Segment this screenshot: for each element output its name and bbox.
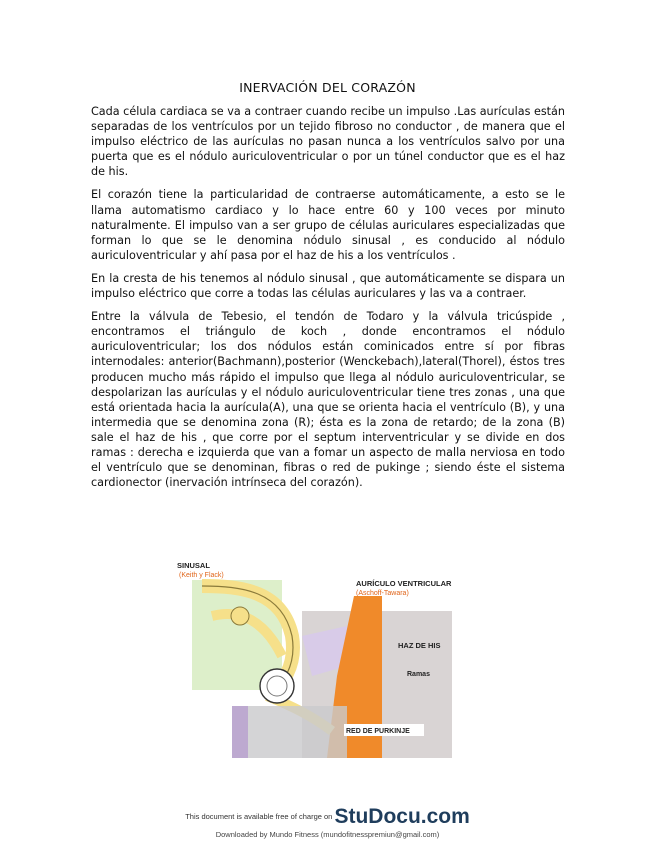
footer [0,805,655,829]
paragraph-1: Cada célula cardiaca se va a contraer cuando recibe un impulso .Las aurículas están separadas de los ventrículos por un tejido fibroso no conductor , de manera que el impulso eléctrico de las aurículas no pasan nunca a los ventrículos salvo por una puerta que es el nódulo auriculoventricular o por un túnel conductor que es el haz de his. [91,105,565,179]
label-av: AURÍCULO VENTRICULAR [356,579,452,588]
label-purkinje: RED DE PURKINJE [346,728,410,735]
brand-com: .com [420,805,470,828]
av-node [260,669,294,703]
label-ramas: Ramas [407,671,430,678]
footer-available-text: This document is available free of charge on [185,811,333,821]
paragraph-4: Entre la válvula de Tebesio, el tendón de Todaro y la válvula tricúspide , encontramos el triángulo de koch , donde encontramos el nódulo auriculoventricular; los dos nódulos están cominicados entre sí por fibras internodales: anterior(Bachmann),posterior (Wenckebach),lateral(Thorel), éstos tres producen mucho más rápido el impulso que llega al nódulo auriculoventricular, se despolarizan las aurículas y el nódulo auriculoventricular tiene tres zonas , una que está orientada hacia la aurícula(A), una que se orienta hacia el ventrículo (B), y una intermedia que se denomina zona (R); ésta es la zona de retardo; de la zona (B) sale el haz de his , que corre por el septum interventricular y se divide en dos ramas : derecha e izquierda que van a fomar un aspecto de malla nerviosa en todo el ventrículo que se denominan, fibras o red de pukinge ; siendo éste el sistema cardionector (inervación intrínseca del corazón). [91,310,565,490]
purkinje-mesh [232,706,347,758]
label-sinusal-sub: (Keith y Flack) [179,572,224,579]
sinus-node [231,607,249,625]
paragraph-3: En la cresta de his tenemos al nódulo sinusal , que automáticamente se dispara un impulso eléctrico que corre a todas las células auriculares y las va a contraer. [91,271,565,301]
heart-diagram [172,556,454,758]
label-his: HAZ DE HIS [398,641,441,650]
document-body [91,104,565,498]
page-title: INERVACIÓN DEL CORAZÓN [239,80,416,95]
brand-stu: Stu [334,805,369,828]
studocu-logo[interactable] [334,805,469,828]
brand-docu: Docu [368,805,421,828]
label-sinusal: SINUSAL [177,561,210,570]
footer-downloaded: Downloaded by Mundo Fitness (mundofitnesspremiun@gmail.com) [215,830,440,839]
heart-conduction-figure [172,556,454,758]
paragraph-2: El corazón tiene la particularidad de contraerse automáticamente, a esto se le llama automatismo cardiaco y lo hace entre 60 y 100 veces por minuto naturalmente. El impulso van a ser grupo de células auriculares especializadas que forman lo que se le denomina nódulo sinusal , es conducido al nódulo auriculoventricular y ahí pasa por el haz de his a los ventrículos . [91,188,565,262]
label-av-sub: (Aschoff-Tawara) [356,590,409,597]
footer-availability [0,805,655,829]
